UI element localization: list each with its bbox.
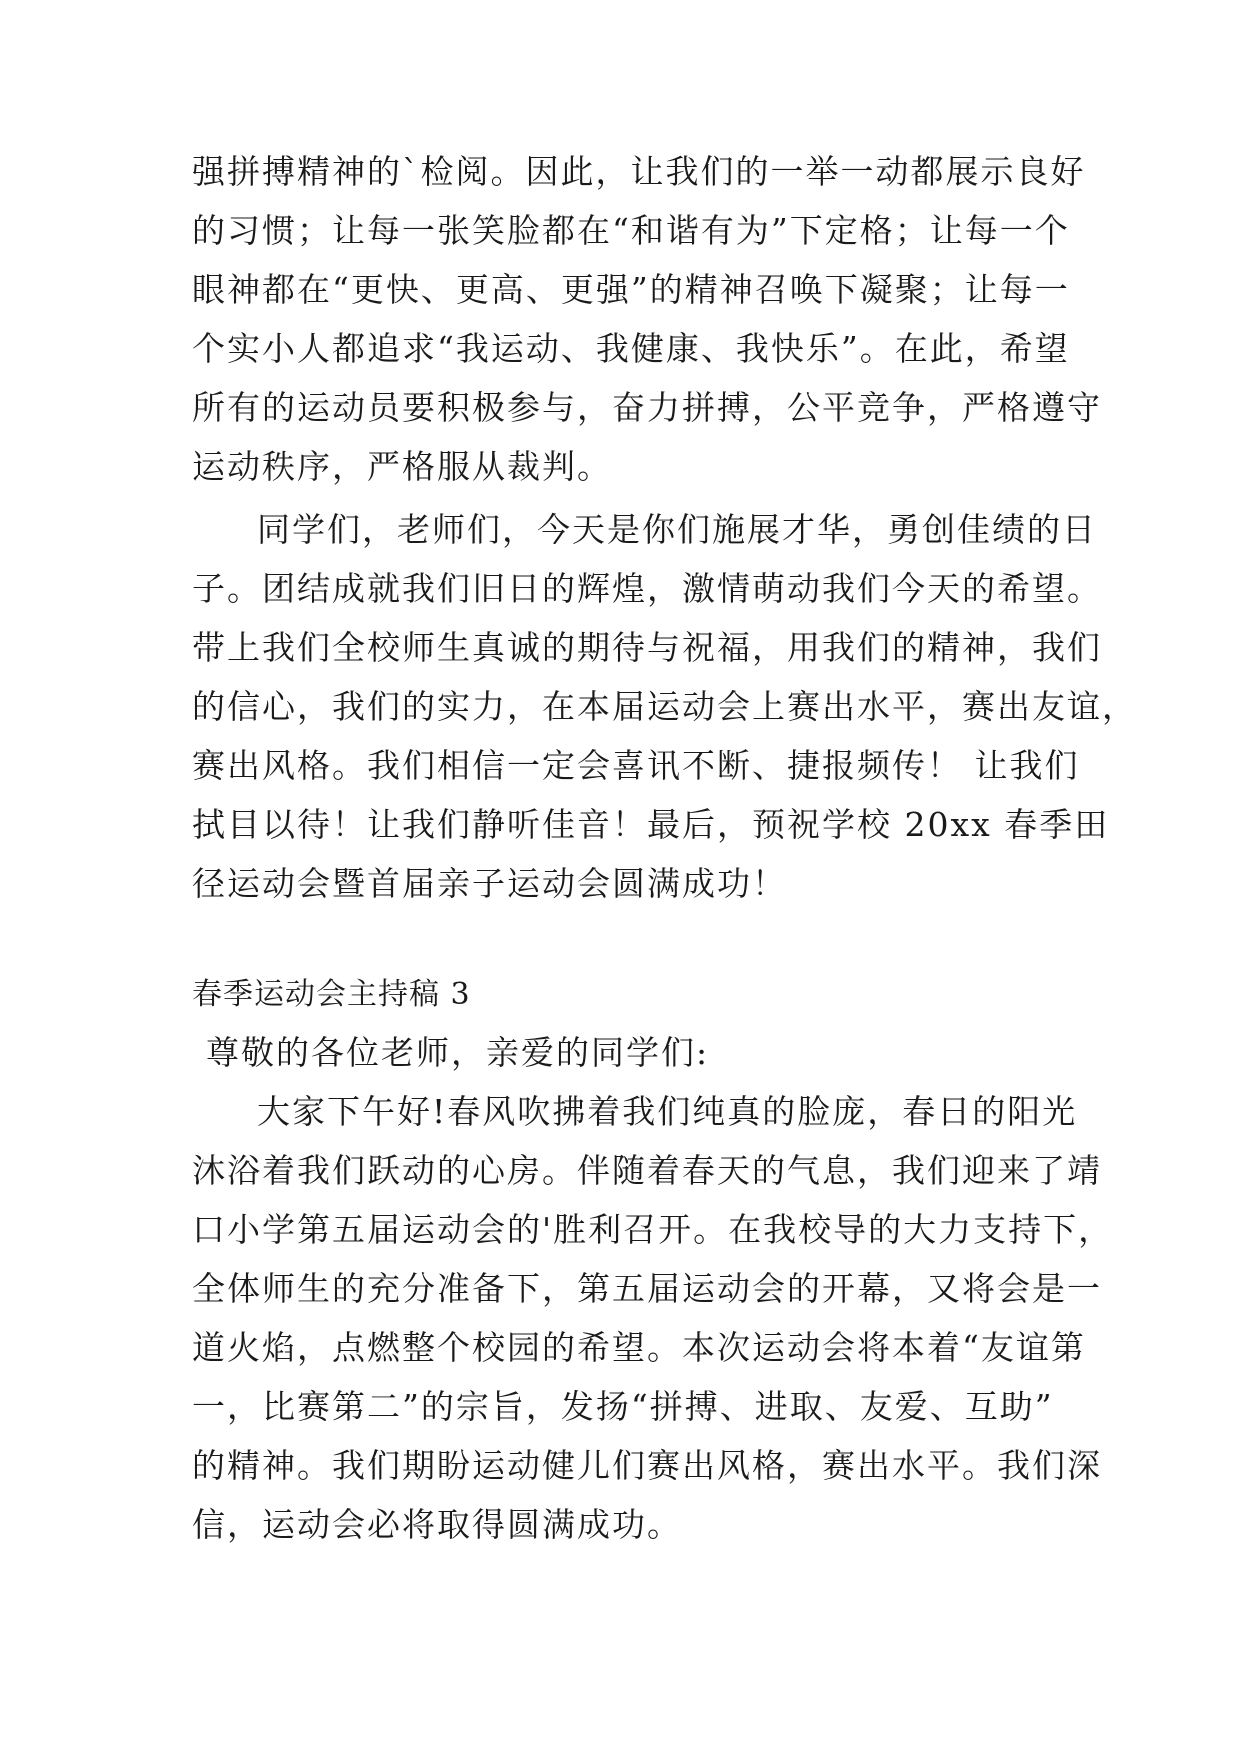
paragraph-line: 运动秩序，严格服从裁判。 xyxy=(192,447,612,486)
paragraph-line: 所有的运动员要积极参与，奋力拼搏，公平竞争，严格遵守 xyxy=(192,388,1102,427)
section-heading: 春季运动会主持稿 3 xyxy=(192,977,471,1012)
paragraph-line: 的精神。我们期盼运动健儿们赛出风格，赛出水平。我们深 xyxy=(192,1446,1102,1485)
paragraph-line: 口小学第五届运动会的'胜利召开。在我校导的大力支持下， xyxy=(192,1210,1114,1249)
salutation: 尊敬的各位老师，亲爱的同学们: xyxy=(206,1033,710,1072)
paragraph-line: 沐浴着我们跃动的心房。伴随着春天的气息，我们迎来了靖 xyxy=(192,1151,1102,1190)
paragraph-line: 眼神都在“更快、更高、更强”的精神召唤下凝聚；让每一 xyxy=(192,270,1070,309)
paragraph-line: 强拼搏精神的`检阅。因此，让我们的一举一动都展示良好 xyxy=(192,152,1086,191)
paragraph-line: 全体师生的充分准备下，第五届运动会的开幕，又将会是一 xyxy=(192,1269,1102,1308)
paragraph-line: 拭目以待！让我们静听佳音！最后，预祝学校 20xx 春季田 xyxy=(192,805,1110,844)
paragraph-line: 带上我们全校师生真诚的期待与祝福，用我们的精神，我们 xyxy=(192,628,1102,667)
paragraph-line: 同学们，老师们，今天是你们施展才华，勇创佳绩的日 xyxy=(257,510,1097,549)
paragraph-line: 的习惯；让每一张笑脸都在“和谐有为”下定格；让每一个 xyxy=(192,211,1070,250)
paragraph-line: 道火焰，点燃整个校园的希望。本次运动会将本着“友谊第 xyxy=(192,1328,1086,1367)
paragraph-line: 一，比赛第二”的宗旨，发扬“拼搏、进取、友爱、互助” xyxy=(192,1387,1054,1426)
paragraph-line: 赛出风格。我们相信一定会喜讯不断、捷报频传！ 让我们 xyxy=(192,746,1080,785)
paragraph-line: 大家下午好!春风吹拂着我们纯真的脸庞，春日的阳光 xyxy=(257,1092,1078,1131)
paragraph-line: 个实小人都追求“我运动、我健康、我快乐”。在此，希望 xyxy=(192,329,1070,368)
paragraph-line: 信，运动会必将取得圆满成功。 xyxy=(192,1505,682,1544)
paragraph-line: 径运动会暨首届亲子运动会圆满成功！ xyxy=(192,864,787,903)
paragraph-line: 子。团结成就我们旧日的辉煌，激情萌动我们今天的希望。 xyxy=(192,569,1102,608)
paragraph-line: 的信心，我们的实力，在本届运动会上赛出水平，赛出友谊， xyxy=(192,687,1137,726)
